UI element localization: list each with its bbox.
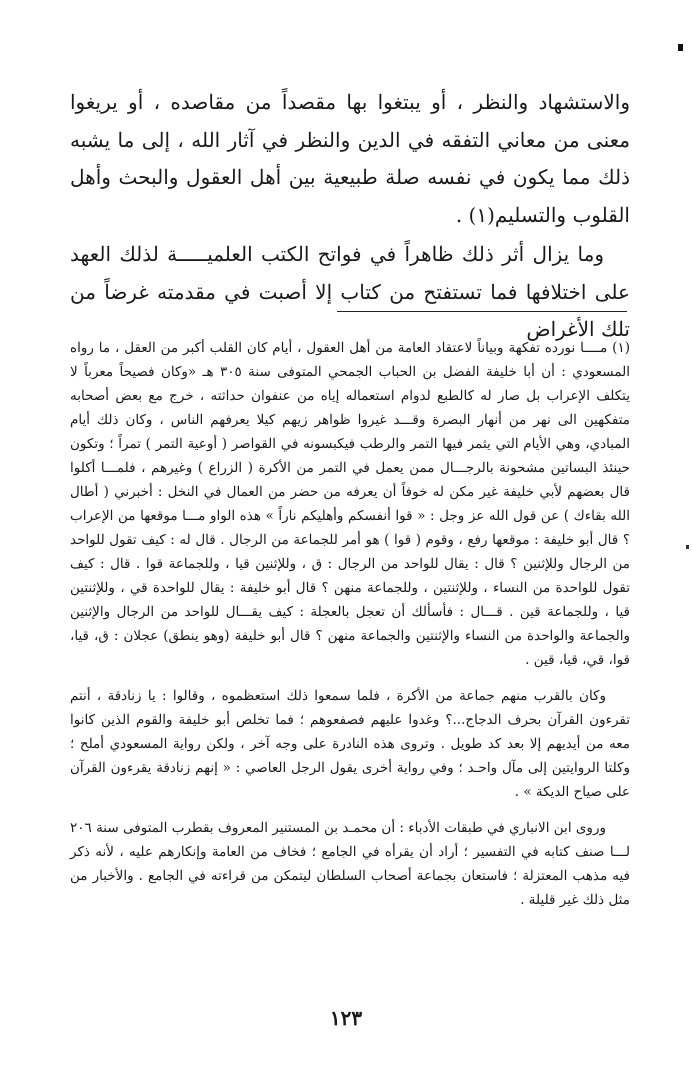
body-paragraph: والاستشهاد والنظر ، أو يبتغوا بها مقصداً من مقاصده ، أو يريغوا معنى من معاني التفقه في الدين والنظر في آثار الله ، إلى ما يشبه ذلك مما يكون في نفسه صلة طبيعية بين أهل العقول والبحث وأهل القلوب والتسليم(١) . — [70, 90, 630, 227]
page-edge-mark — [678, 44, 683, 51]
footnote-paragraph: وروى ابن الانباري في طبقات الأدباء : أن محمـد بن المستنير المعروف بقطرب المتوفى سنة ٢٠٦ لـــا صنف كتابه في التفسير ؛ أراد أن يقرأه في الجامع ؛ فخاف من العامة وإنكارهم عليه ، لأنه ذكر فيه مذهب المعتزلة ؛ فاستعان بجماعة أصحاب السلطان ليتمكن من قراءته في الجامع . والأخبار من مثل ذلك غير قليلة . — [70, 820, 630, 908]
main-text — [70, 84, 630, 349]
body-paragraph: وما يزال أثر ذلك ظاهراً في فواتح الكتب العلميـــــة لذلك العهد على اختلافها فما تستفتح من كتاب إلا أصبت في مقدمته غرضاً من تلك الأغراض — [70, 242, 630, 341]
footnote-paragraph: (١) مــــا نورده تفكهة وبياناً لاعتقاد العامة من أهل العقول ، أيام كان القلب أكبر من العقل ، ما رواه المسعودي : أن أبا خليفة الفضل بن الحباب الجمحي المتوفى سنة ٣٠٥ هـ «وكان فصيحاً معرباً لا يتكلف الإعراب بل صار له كالطبع لدوام استعماله إياه من عنفوان حداثته ، خرج مع بعض أصحابه متفكهين الى نهر من أنهار البصرة وقـــد غيروا ظواهر زيهم كيلا يعرفهم الناس ، وكان ذلك أيام المبادي، وهي الأيام التي يثمر فيها التمر والرطب فيكبسونه في القواصر ( أوعية التمر ) تمراً ؛ وتكون حينئذ البساتين مشحونة بالرجـــال ممن يعمل في التمر من الأكرة ( الزراع ) وغيرهم ، فلمـــا أكلوا قال بعضهم لأبي خليفة غير مكن له خوفاً أن يعرفه من حضر من العمال في النخل : أخبرني ( أطال الله بقاءك ) عن قول الله عز وجل : « قوا أنفسكم وأهليكم ناراً » هذه الواو مـــا موقعها من الإعراب ؟ قال أبو خليفة : موقعها رفع ، وقوم ( قوا ) هو أمر للجماعة من الرجال . قال له : كيف تقول للواحد من الرجال وللإثنين ؟ قال : يقال للواحد من الرجال : ق ، وللإثنين قيا ، وللجماعة قوا . قال : كيف تقول للواحدة من النساء ، وللإثنتين ، وللجماعة منهن ؟ قال أبو خليفة : يقال للواحدة قي ، وللإثنتين قيا ، وللجماعة قين . قـــال : فأسألك أن تعجل بالعجلة : كيف يقـــال للواحد من الرجال والإثنين والجماعة والواحدة من النساء والإثنتين والجماعة منهن ؟ قال أبو خليفة (وهو ينطق) عجلان : ق، قيا، قوا، قي، قيا، قين . — [70, 340, 630, 668]
page-number: ١٢٣ — [329, 1006, 363, 1030]
footnotes — [70, 336, 630, 912]
footnote-separator — [337, 311, 627, 312]
footnote-paragraph: وكان بالقرب منهم جماعة من الأكرة ، فلما سمعوا ذلك استعظموه ، وقالوا : يا زنادقة ، أنتم تقرءون القرآن بحرف الدجاج...؟ وغدوا عليهم فصفعوهم ؛ فما تخلص أبو خليفة والقوم الذين كانوا معه من أيديهم إلا بعد كد طويل . وتروى هذه النادرة على وجه آخر ، ولكن رواية المسعودي أملح ؛ وكلتا الروايتين إلى مآل واحـد ؛ وفي رواية أخرى يقول الرجل العاصي : « إنهم زنادقة يقرءون القرآن على صياح الديكة » . — [70, 688, 630, 800]
page-edge-mark — [686, 545, 689, 549]
